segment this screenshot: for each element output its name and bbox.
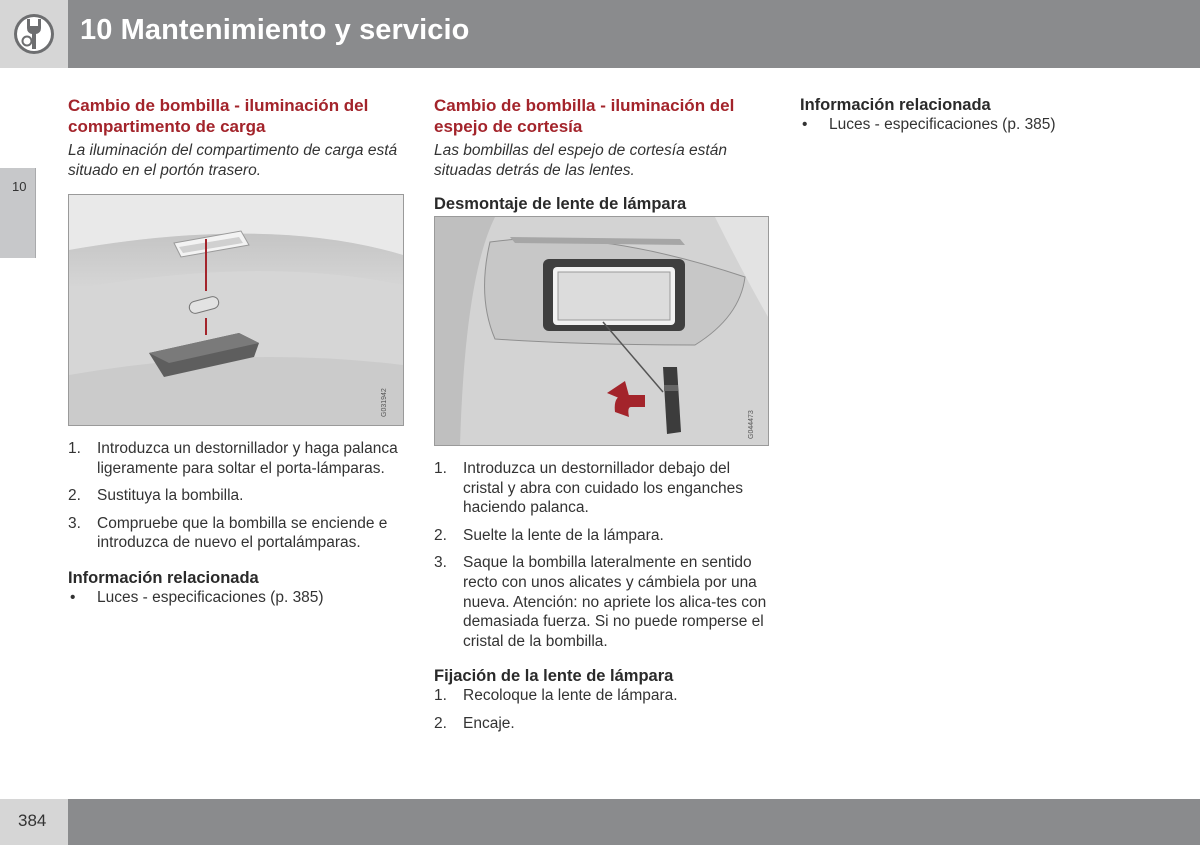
related-link[interactable]: • Luces - especificaciones (p. 385) bbox=[68, 588, 403, 608]
subhead-remove: Desmontaje de lente de lámpara bbox=[434, 195, 687, 213]
step-item: 3. Saque la bombilla lateralmente en sentido recto con unos alicates y cámbiela por una nueva. Atención: no apriete los alica-tes con demasiada fuerza. Si no puede romperse el cristal de la bombilla. bbox=[434, 554, 767, 650]
section-related bbox=[800, 95, 1130, 135]
chapter-tab-label: 10 bbox=[12, 179, 27, 194]
step-item: 2. Sustituya la bombilla. bbox=[68, 487, 244, 505]
step-item: 1. Introduzca un destornillador y haga palanca ligeramente para soltar el porta-lámparas. bbox=[68, 440, 398, 477]
section-vanity-mirror bbox=[434, 95, 769, 214]
section-lead: Las bombillas del espejo de cortesía están situadas detrás de las lentes. bbox=[434, 142, 727, 179]
section-title: Cambio de bombilla - iluminación del espejo de cortesía bbox=[434, 96, 735, 136]
section-cargo-light bbox=[68, 95, 403, 181]
header-icon-area bbox=[0, 0, 68, 68]
related-list bbox=[68, 588, 403, 608]
figure-code: G044473 bbox=[748, 410, 755, 439]
related-title: Información relacionada bbox=[800, 96, 991, 114]
page-number: 384 bbox=[18, 811, 47, 830]
figure-vanity-mirror bbox=[434, 216, 769, 446]
step-item: 1. Introduzca un destornillador debajo del cristal y abra con cuidado los enganches haciendo palanca. bbox=[434, 460, 744, 517]
chapter-title: 10 Mantenimiento y servicio bbox=[80, 14, 470, 46]
steps-fix-list bbox=[434, 686, 769, 733]
step-item: 1. Recoloque la lente de lámpara. bbox=[434, 687, 678, 705]
steps-vanity-mirror bbox=[434, 459, 769, 742]
figure-code: G031942 bbox=[381, 388, 388, 417]
section-lead: La iluminación del compartimento de carga está situado en el portón trasero. bbox=[68, 142, 398, 179]
subhead-fix: Fijación de la lente de lámpara bbox=[434, 667, 674, 686]
steps-cargo-light bbox=[68, 439, 403, 608]
chapter-tab bbox=[0, 168, 36, 258]
steps-remove-list bbox=[434, 459, 769, 651]
related-list bbox=[800, 115, 1130, 135]
related-title: Información relacionada bbox=[68, 568, 259, 587]
steps-list bbox=[68, 439, 403, 553]
section-title: Cambio de bombilla - iluminación del compartimento de carga bbox=[68, 96, 369, 136]
step-item: 2. Encaje. bbox=[434, 714, 515, 732]
step-item: 2. Suelte la lente de la lámpara. bbox=[434, 526, 664, 544]
figure-cargo-light bbox=[68, 194, 404, 426]
related-link[interactable]: • Luces - especificaciones (p. 385) bbox=[800, 115, 1130, 135]
step-item: 3. Compruebe que la bombilla se enciende e introduzca de nuevo el portalámparas. bbox=[68, 514, 388, 552]
footer-band bbox=[68, 799, 1200, 845]
wrench-gear-icon bbox=[13, 13, 55, 55]
